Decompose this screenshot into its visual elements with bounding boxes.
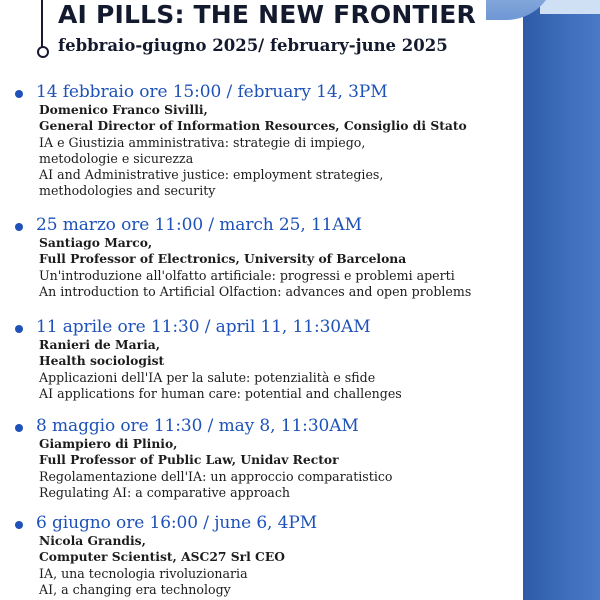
event-details — [39, 235, 471, 300]
event-title-italian: Applicazioni dell'IA per la salute: potenzialità e sfide — [39, 369, 376, 385]
event-details — [39, 102, 467, 200]
event-title-english: Regulating AI: a comparative approach — [39, 484, 290, 500]
event-speaker: Ranieri de Maria, — [39, 337, 161, 352]
page-subtitle: febbraio-giugno 2025/ february-june 2025 — [58, 36, 448, 55]
event-date: 25 marzo ore 11:00 / march 25, 11AM — [36, 215, 362, 235]
event-date: 11 aprile ore 11:30 / april 11, 11:30AM — [36, 317, 371, 337]
decorative-side-panel — [523, 0, 600, 600]
bullet-icon — [15, 325, 23, 333]
event-title-english: AI and Administrative justice: employment strategies, — [39, 167, 384, 183]
event-title-english: AI, a changing era technology — [39, 581, 231, 597]
event-title-english: AI applications for human care: potential and challenges — [39, 385, 402, 401]
bullet-icon — [15, 424, 23, 432]
event-speaker: Nicola Grandis, — [39, 533, 146, 548]
bullet-icon — [15, 521, 23, 529]
event-title-italian: metodologie e sicurezza — [39, 150, 194, 166]
event-date: 6 giugno ore 16:00 / june 6, 4PM — [36, 513, 318, 533]
event-speaker-role: Full Professor of Public Law, Unidav Rector — [39, 452, 339, 468]
page-title: AI PILLS: THE NEW FRONTIER — [58, 0, 476, 29]
event-details — [39, 337, 402, 402]
header-timeline-line — [41, 0, 43, 50]
event-title-italian: IA, una tecnologia rivoluzionaria — [39, 565, 248, 581]
header-timeline-knob — [37, 46, 49, 58]
bullet-icon — [15, 223, 23, 231]
event-title-english: methodologies and security — [39, 183, 216, 199]
event-speaker-role: Health sociologist — [39, 353, 165, 369]
bullet-icon — [15, 90, 23, 98]
event-speaker-role: Computer Scientist, ASC27 Srl CEO — [39, 549, 285, 565]
event-speaker: Domenico Franco Sivilli, — [39, 102, 208, 117]
event-speaker-role: Full Professor of Electronics, University of Barcelona — [39, 251, 407, 267]
event-speaker-role: General Director of Information Resources, Consiglio di Stato — [39, 118, 467, 134]
event-details — [39, 436, 392, 501]
event-title-english: An introduction to Artificial Olfaction: advances and open problems — [39, 283, 472, 299]
event-title-italian: IA e Giustizia amministrativa: strategie di impiego, — [39, 134, 366, 150]
event-date: 8 maggio ore 11:30 / may 8, 11:30AM — [36, 416, 359, 436]
event-date: 14 febbraio ore 15:00 / february 14, 3PM — [36, 82, 388, 102]
event-speaker: Santiago Marco, — [39, 235, 153, 250]
decorative-top-band — [540, 0, 600, 14]
event-speaker: Giampiero di Plinio, — [39, 436, 178, 451]
event-title-italian: Un'introduzione all'olfatto artificiale: progressi e problemi aperti — [39, 267, 455, 283]
event-details — [39, 533, 285, 598]
event-title-italian: Regolamentazione dell'IA: un approccio comparatistico — [39, 468, 393, 484]
